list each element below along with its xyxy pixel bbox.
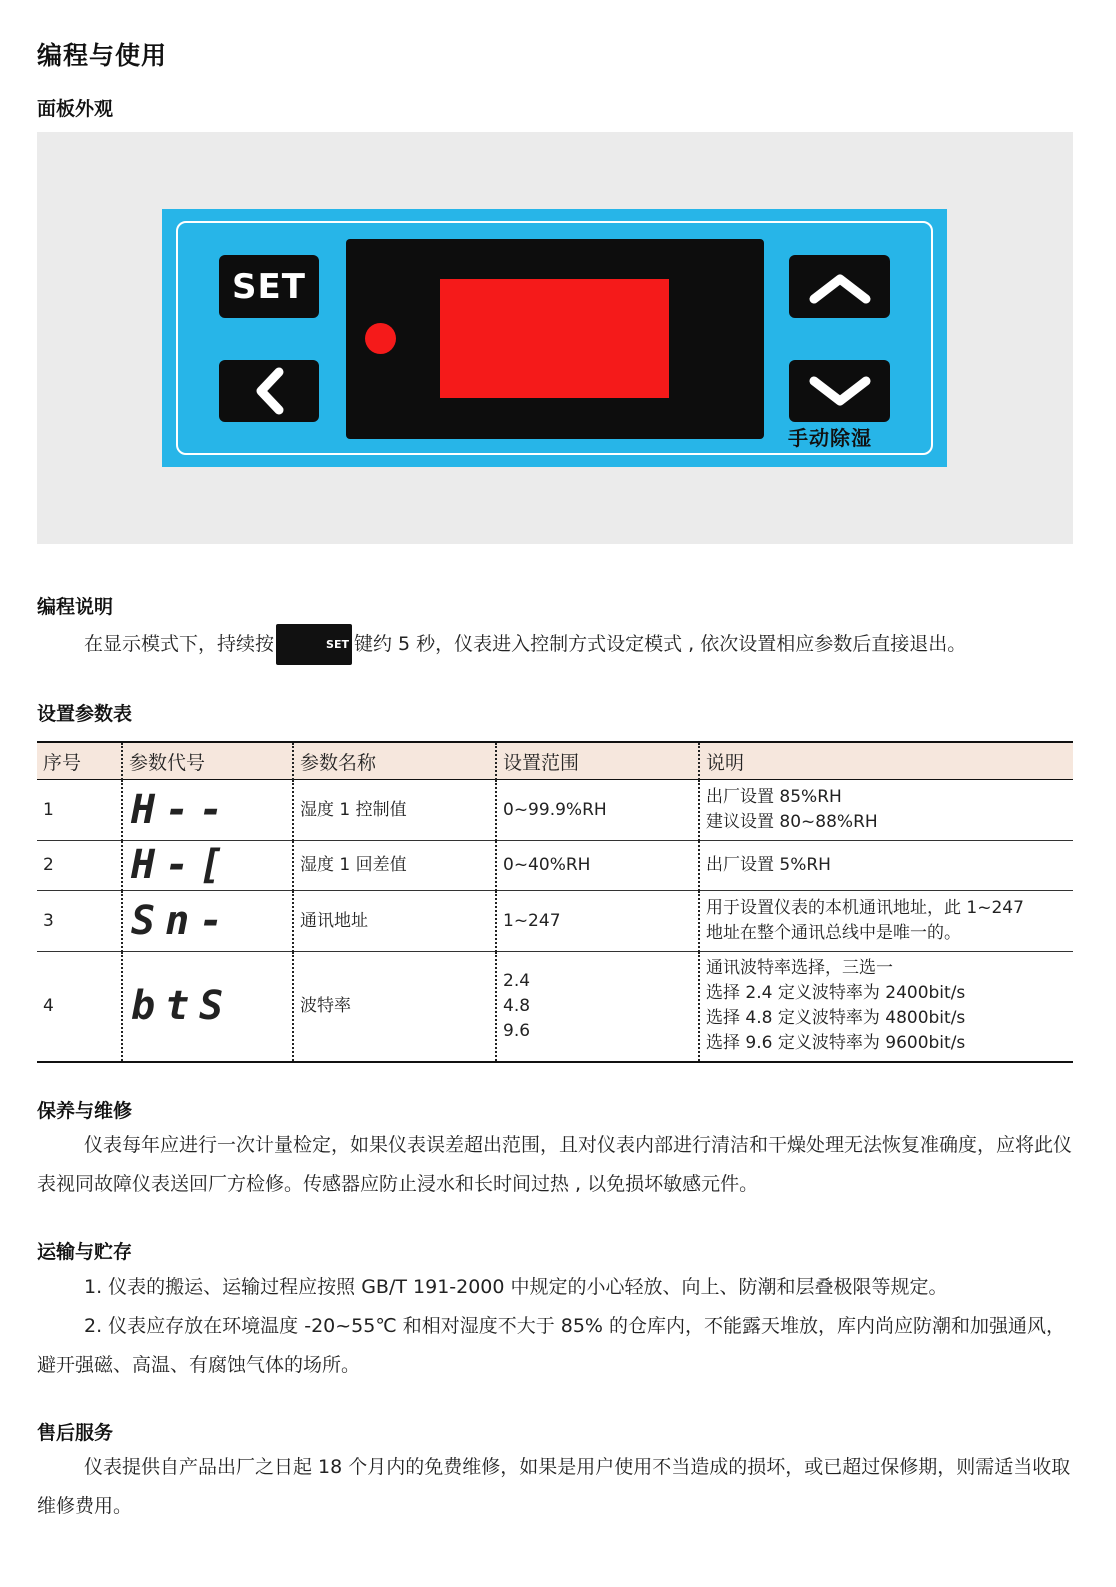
desc-line: 选择 9.6 定义波特率为 9600bit/s	[706, 1033, 966, 1054]
segment-code: H--	[131, 786, 234, 833]
row-no: 4	[37, 952, 122, 1062]
row-code	[122, 841, 293, 891]
desc-line: 选择 4.8 定义波特率为 4800bit/s	[706, 1008, 966, 1029]
chevron-down-icon	[808, 373, 872, 409]
programming-text-after: 键约 5 秒，仪表进入控制方式设定模式 , 依次设置相应参数后直接退出。	[353, 633, 967, 655]
range-line: 4.8	[503, 995, 531, 1016]
row-name: 通讯地址	[293, 891, 496, 952]
page-title: 编程与使用	[37, 41, 168, 70]
desc-line: 选择 2.4 定义波特率为 2400bit/s	[706, 983, 966, 1004]
row-name: 湿度 1 回差值	[293, 841, 496, 891]
header-range: 设置范围	[496, 742, 699, 780]
row-code	[122, 952, 293, 1062]
chevron-up-icon	[808, 269, 872, 305]
programming-heading: 编程说明	[37, 596, 114, 618]
row-desc	[699, 841, 1073, 891]
indicator-led	[365, 323, 396, 354]
manual-dehumidify-label: 手动除湿	[788, 426, 872, 450]
up-button	[789, 255, 890, 318]
range-line: 2.4	[503, 970, 531, 991]
desc-line: 建议设置 80~88%RH	[706, 812, 878, 832]
header-name: 参数名称	[293, 742, 496, 780]
row-no: 3	[37, 891, 122, 952]
digit-screen	[440, 279, 669, 398]
row-range	[496, 952, 699, 1062]
range-line: 9.6	[503, 1020, 531, 1041]
row-range: 1~247	[496, 891, 699, 952]
segment-code: Sn-	[131, 897, 234, 944]
desc-line: 出厂设置 5%RH	[706, 855, 831, 875]
row-name: 波特率	[293, 952, 496, 1062]
panel-heading: 面板外观	[37, 98, 114, 120]
row-desc	[699, 780, 1073, 841]
desc-line: 通讯波特率选择，三选一	[706, 958, 893, 979]
row-name: 湿度 1 控制值	[293, 780, 496, 841]
table-header-row	[37, 742, 1073, 780]
row-range: 0~99.9%RH	[496, 780, 699, 841]
table-row	[37, 891, 1073, 952]
header-no: 序号	[37, 742, 122, 780]
header-code: 参数代号	[122, 742, 293, 780]
row-no: 2	[37, 841, 122, 891]
table-row	[37, 952, 1073, 1062]
maintenance-text: 仪表每年应进行一次计量检定，如果仪表误差超出范围，且对仪表内部进行清洁和干燥处理无法恢复准确度，应将此仪表视同故障仪表送回厂方检修。传感器应防止浸水和长时间过热 , 以免损坏敏感元件。	[37, 1134, 1073, 1195]
segment-code: H-[	[131, 842, 234, 888]
chevron-left-icon	[249, 366, 289, 416]
programming-text	[37, 624, 1073, 665]
set-button: SET	[219, 255, 319, 318]
row-range: 0~40%RH	[496, 841, 699, 891]
service-text: 仪表提供自产品出厂之日起 18 个月内的免费维修，如果是用户使用不当造成的损坏，或已超过保修期，则需适当收取维修费用。	[37, 1456, 1071, 1517]
down-button	[789, 360, 890, 422]
transport-heading: 运输与贮存	[37, 1241, 133, 1263]
segment-code: btS	[131, 982, 234, 1029]
row-desc	[699, 952, 1073, 1062]
row-no: 1	[37, 780, 122, 841]
left-button	[219, 360, 319, 422]
transport-item-1: 1. 仪表的搬运、运输过程应按照 GB/T 191-2000 中规定的小心轻放、向上、防潮和层叠极限等规定。	[84, 1276, 948, 1298]
params-table-heading: 设置参数表	[37, 703, 133, 725]
params-table	[37, 741, 1073, 1063]
table-row	[37, 780, 1073, 841]
desc-line: 地址在整个通讯总线中是唯一的。	[706, 923, 961, 943]
row-desc	[699, 891, 1073, 952]
service-heading: 售后服务	[37, 1422, 114, 1444]
row-code	[122, 891, 293, 952]
maintenance-heading: 保养与维修	[37, 1100, 133, 1122]
desc-line: 出厂设置 85%RH	[706, 787, 842, 807]
programming-text-before: 在显示模式下，持续按	[84, 633, 275, 655]
table-row	[37, 841, 1073, 891]
set-key-badge: SET	[276, 624, 352, 665]
desc-line: 用于设置仪表的本机通讯地址，此 1~247	[706, 898, 1024, 918]
header-desc: 说明	[699, 742, 1073, 780]
transport-item-2: 2. 仪表应存放在环境温度 -20~55℃ 和相对湿度不大于 85% 的仓库内，不能露天堆放，库内尚应防潮和加强通风，避开强磁、高温、有腐蚀气体的场所。	[37, 1315, 1066, 1376]
row-code	[122, 780, 293, 841]
